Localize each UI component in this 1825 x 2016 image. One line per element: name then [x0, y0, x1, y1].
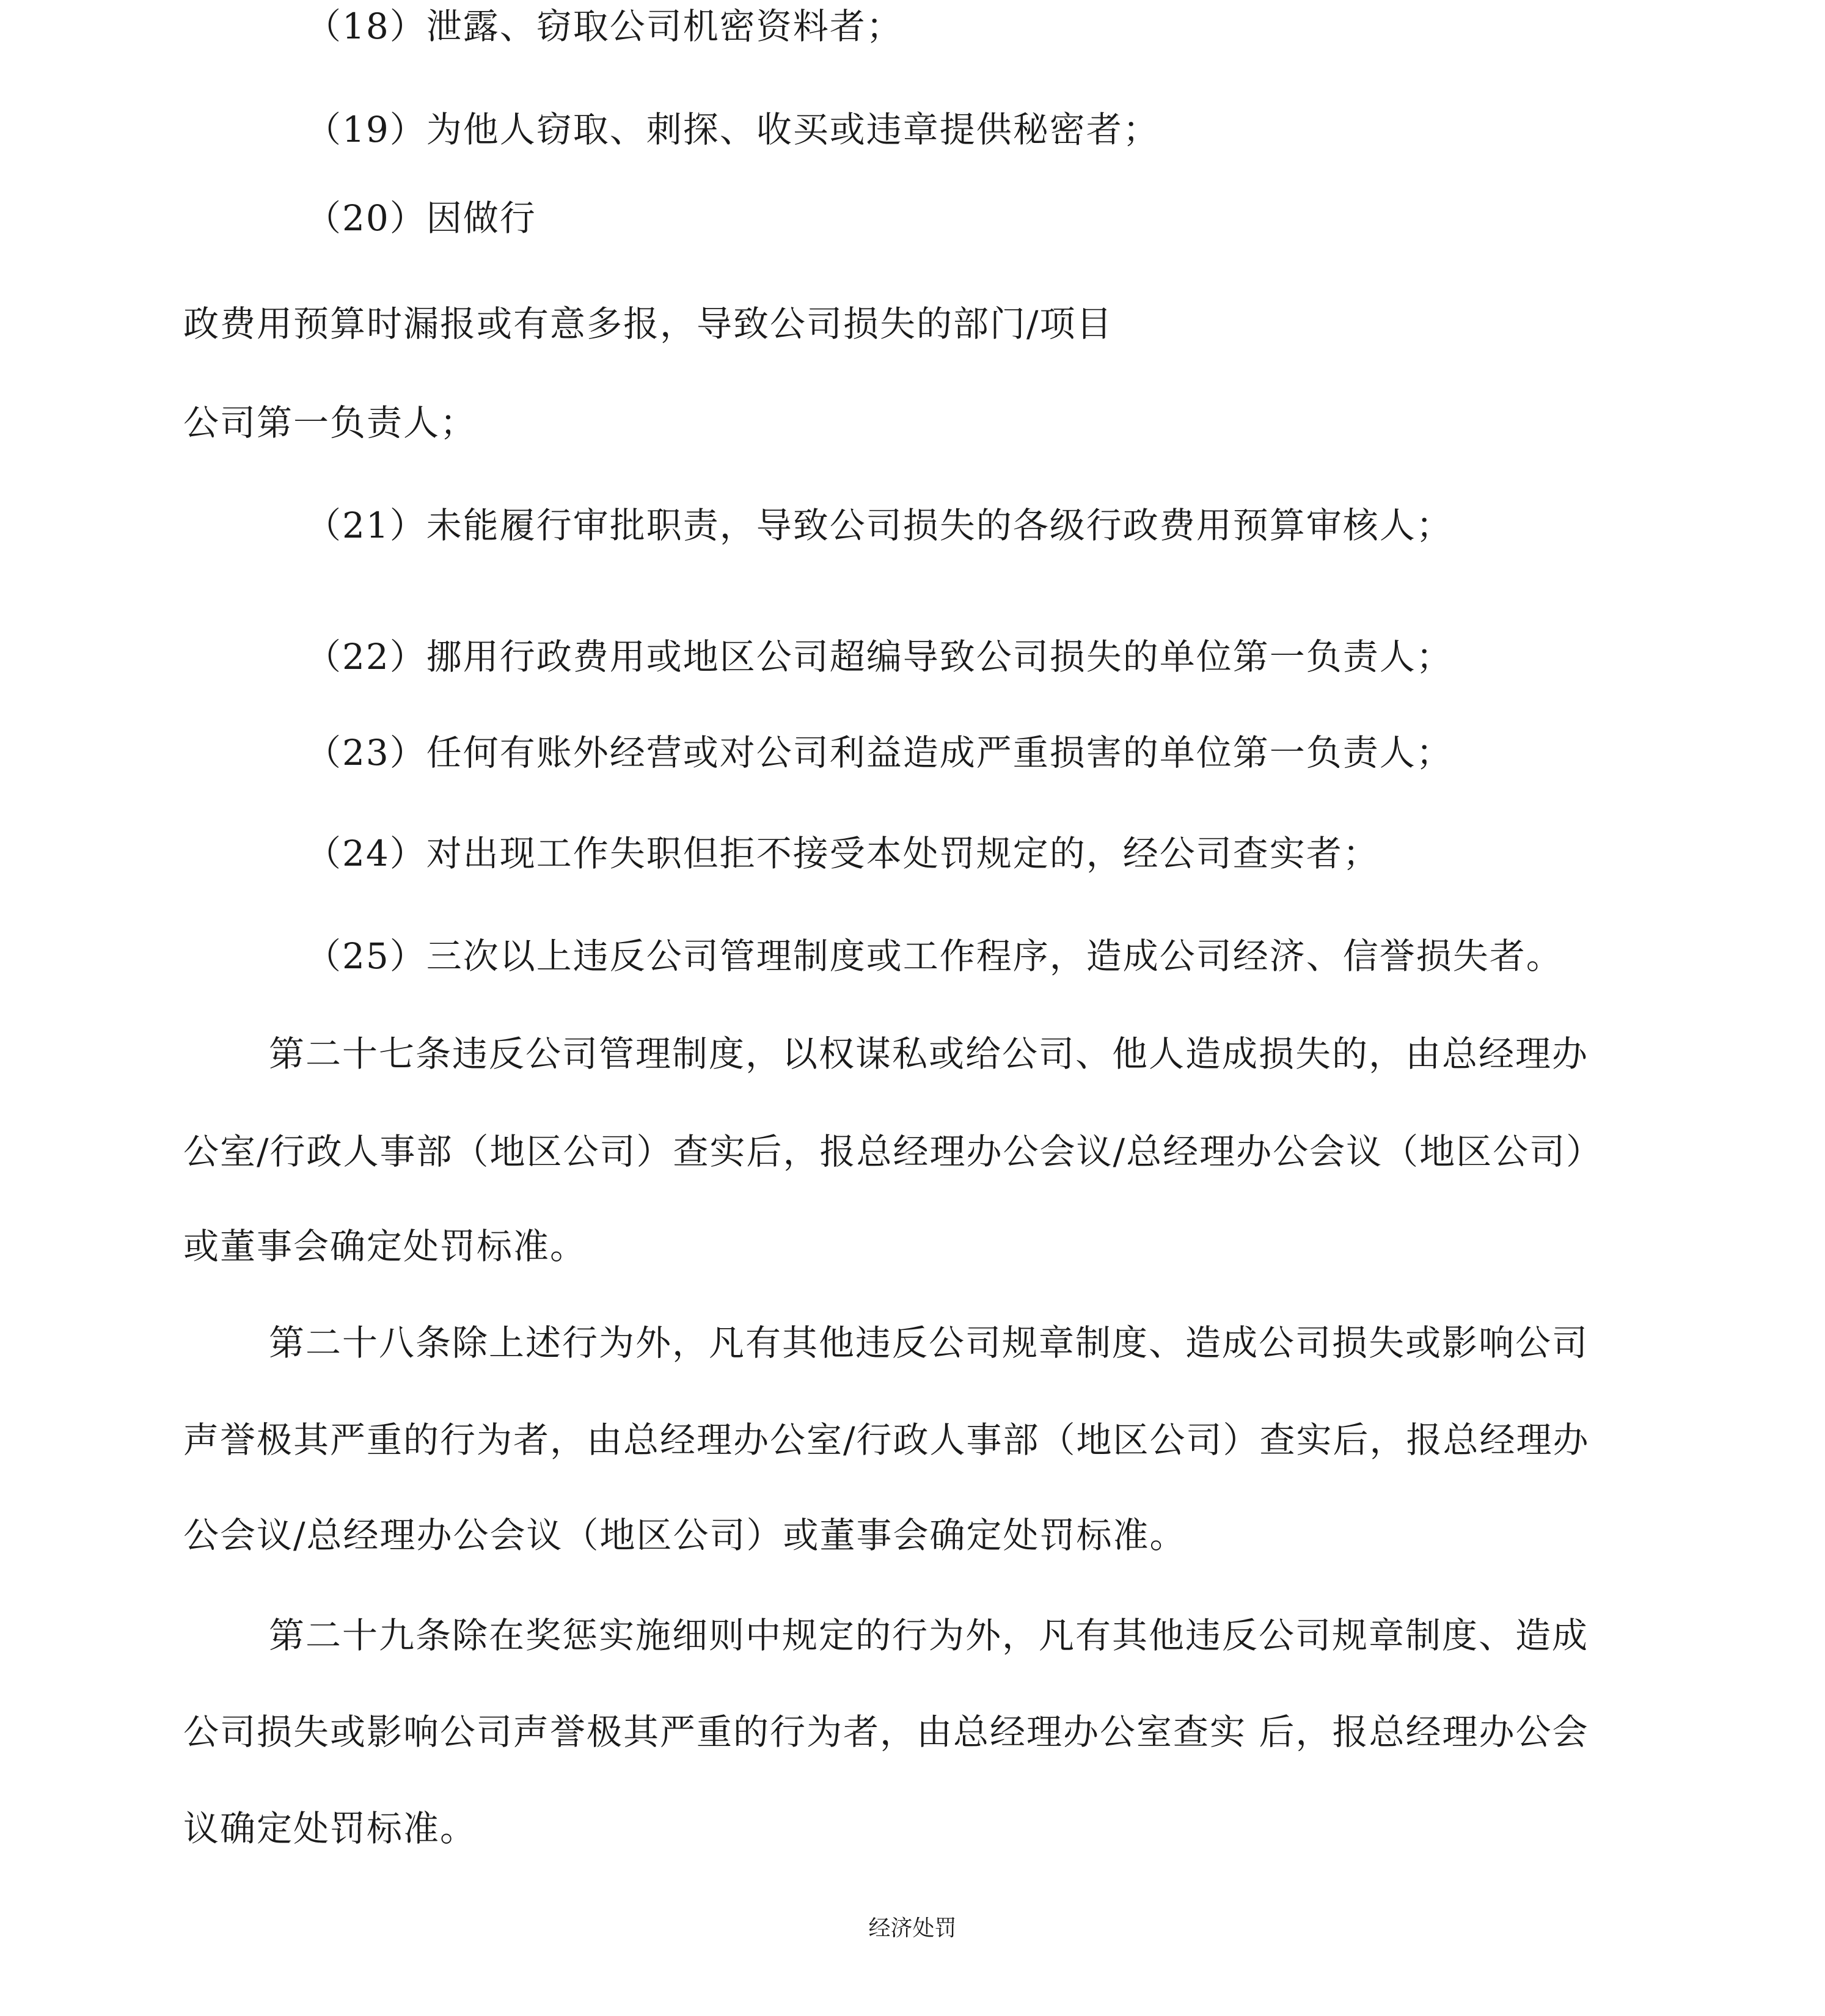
- list-item-25: （25）三次以上违反公司管理制度或工作程序，造成公司经济、信誉损失者。: [305, 935, 1563, 977]
- list-item-20: （20）因做行: [305, 197, 536, 239]
- list-item-19: （19）为他人窃取、刺探、收买或违章提供秘密者；: [305, 109, 1160, 150]
- list-item-24: （24）对出现工作失职但拒不接受本处罚规定的，经公司查实者；: [305, 833, 1380, 874]
- article-27-line-1: 第二十七条违反公司管理制度，以权谋私或给公司、他人造成损失的，由总经理办: [269, 1033, 1589, 1075]
- article-29-line-3: 议确定处罚标准。: [183, 1808, 477, 1849]
- article-29-line-2: 公司损失或影响公司声誉极其严重的行为者，由总经理办公室查实 后，报总经理办公会: [183, 1711, 1589, 1753]
- page-footer: 经济处罚: [868, 1916, 957, 1941]
- article-28-line-3: 公会议/总经理办公会议（地区公司）或董事会确定处罚标准。: [183, 1514, 1187, 1556]
- article-28-line-1: 第二十八条除上述行为外，凡有其他违反公司规章制度、造成公司损失或影响公司: [269, 1322, 1589, 1364]
- list-item-22: （22）挪用行政费用或地区公司超编导致公司损失的单位第一负责人；: [305, 636, 1453, 677]
- list-item-21: （21）未能履行审批职责，导致公司损失的各级行政费用预算审核人；: [305, 505, 1453, 546]
- article-27-line-3: 或董事会确定处罚标准。: [183, 1225, 587, 1267]
- list-item-18: （18）泄露、窃取公司机密资料者；: [305, 5, 903, 47]
- list-item-20-continued: 政费用预算时漏报或有意多报，导致公司损失的部门/项目: [183, 303, 1113, 345]
- list-item-23: （23）任何有账外经营或对公司利益造成严重损害的单位第一负责人；: [305, 732, 1453, 773]
- list-item-20-continued-2: 公司第一负责人；: [183, 402, 477, 444]
- article-27-line-2: 公室/行政人事部（地区公司）查实后，报总经理办公会议/总经理办公会议（地区公司）: [183, 1131, 1603, 1172]
- article-28-line-2: 声誉极其严重的行为者，由总经理办公室/行政人事部（地区公司）查实后，报总经理办: [183, 1419, 1590, 1461]
- article-29-line-1: 第二十九条除在奖惩实施细则中规定的行为外，凡有其他违反公司规章制度、造成: [269, 1615, 1589, 1656]
